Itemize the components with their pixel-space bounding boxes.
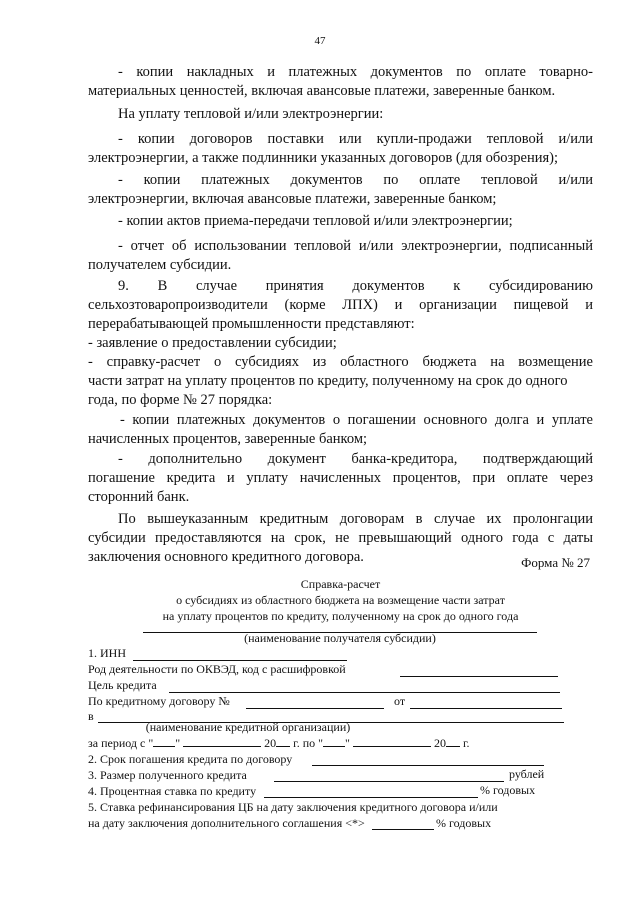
form-label: Форма № 27: [521, 555, 590, 570]
form-subtitle-line2: на уплату процентов по кредиту, полученному на срок до одного года: [162, 609, 519, 623]
bullet-repayment-docs-line2: начисленных процентов, заверенные банком;: [88, 431, 368, 447]
period-quote-1: ": [175, 736, 181, 750]
clause-9-line1: 9. В случае принятия документов к субсидированию: [118, 278, 593, 294]
credit-contract-label: По кредитному договору №: [88, 694, 230, 708]
item4-label: 4. Процентная ставка по кредиту: [88, 784, 257, 798]
item5-label-line2: на дату заключения дополнительного соглашения <*>: [88, 816, 365, 830]
clause-9-line3: перерабатывающей промышленности представляют:: [88, 316, 415, 332]
bullet-payment-docs-line1: - копии платежных документов по оплате тепловой и/или: [118, 172, 593, 188]
bullet-usage-report-line2: получателем субсидии.: [88, 257, 232, 273]
item2-label: 2. Срок погашения кредита по договору: [88, 752, 293, 766]
bullet-bank-doc-line2: погашение кредита и уплату начисленных процентов, при оплате через: [88, 470, 593, 486]
period-from-year-field[interactable]: [276, 736, 290, 747]
in-label: в: [88, 709, 94, 723]
bullet-supply-contracts-line1: - копии договоров поставки или купли-продажи тепловой и/или: [118, 131, 593, 147]
bullet-payment-docs-line2: электроэнергии, включая авансовые платежи, заверенные банком;: [88, 191, 497, 207]
period-from-day-field[interactable]: [153, 736, 175, 747]
form-subtitle-line1: о субсидиях из областного бюджета на возмещение части затрат: [176, 593, 505, 607]
period-from-year-prefix: 20: [264, 736, 277, 750]
period-from-label: за период с ": [88, 736, 154, 750]
bullet-invoices-line2: материальных ценностей, включая авансовые платежи, заверенные банком.: [88, 83, 556, 99]
inn-label: 1. ИНН: [88, 646, 126, 660]
percent-annual-label: % годовых: [480, 783, 536, 797]
prolongation-line1: По вышеуказанным кредитным договорам в случае их пролонгации: [118, 511, 593, 527]
bullet-usage-report-line1: - отчет об использовании тепловой и/или электроэнергии, подписанный: [118, 238, 593, 254]
page-number: 47: [314, 35, 326, 47]
item5-field[interactable]: [372, 829, 434, 830]
period-to-day-field[interactable]: [323, 736, 345, 747]
bullet-calc-line1: - справку-расчет о субсидиях из областного бюджета на возмещение: [88, 354, 593, 370]
bullet-repayment-docs-line1: - копии платежных документов о погашении основного долга и уплате: [120, 412, 593, 428]
prolongation-line3: заключения основного кредитного договора.: [88, 549, 364, 565]
item4-field[interactable]: [264, 797, 478, 798]
period-to-label: г. по ": [293, 736, 324, 750]
bullet-calc-line2: части затрат на уплату процентов по кредиту, полученному на срок до одного: [88, 373, 568, 389]
credit-org-caption: (наименование кредитной организации): [145, 720, 351, 734]
bullet-acceptance-acts: - копии актов приема-передачи тепловой и/или электроэнергии;: [118, 213, 513, 229]
okved-label: Род деятельности по ОКВЭД, код с расшифровкой: [88, 662, 346, 676]
period-to-month-field[interactable]: [353, 736, 431, 747]
bullet-bank-doc-line1: - дополнительно документ банка-кредитора, подтверждающий: [118, 451, 593, 467]
item3-field[interactable]: [274, 781, 504, 782]
bullet-invoices-line1: - копии накладных и платежных документов по оплате товарно-: [118, 64, 593, 80]
bullet-application: - заявление о предоставлении субсидии;: [88, 335, 337, 351]
period-quote-2: ": [345, 736, 350, 750]
period-year-suffix: г.: [462, 736, 470, 750]
period-to-year-prefix: 20: [433, 736, 446, 750]
clause-9-line2: сельхозтоваропроизводители (корме ЛПХ) и организации пищевой и: [88, 297, 593, 313]
bullet-calc-line3: года, по форме № 27 порядка:: [88, 392, 273, 408]
item5-label-line1: 5. Ставка рефинансирования ЦБ на дату заключения кредитного договора и/или: [88, 800, 498, 814]
heading-heat-energy: На уплату тепловой и/или электроэнергии:: [118, 106, 384, 122]
form-title: Справка-расчет: [300, 577, 381, 591]
period-to-year-field[interactable]: [446, 736, 460, 747]
rubles-label: рублей: [509, 767, 545, 781]
recipient-caption: (наименование получателя субсидии): [244, 631, 436, 645]
from-label: от: [394, 694, 406, 708]
item3-label: 3. Размер полученного кредита: [88, 768, 247, 782]
bullet-supply-contracts-line2: электроэнергии, а также подлинники указанных договоров (для обозрения);: [88, 150, 558, 166]
bullet-bank-doc-line3: сторонний банк.: [88, 489, 190, 505]
percent-annual-label-2: % годовых: [436, 816, 492, 830]
period-row: [88, 735, 578, 752]
credit-purpose-label: Цель кредита: [88, 678, 157, 692]
prolongation-line2: субсидии предоставляются на срок, не превышающий одного года с даты: [88, 530, 593, 546]
period-from-month-field[interactable]: [183, 736, 261, 747]
